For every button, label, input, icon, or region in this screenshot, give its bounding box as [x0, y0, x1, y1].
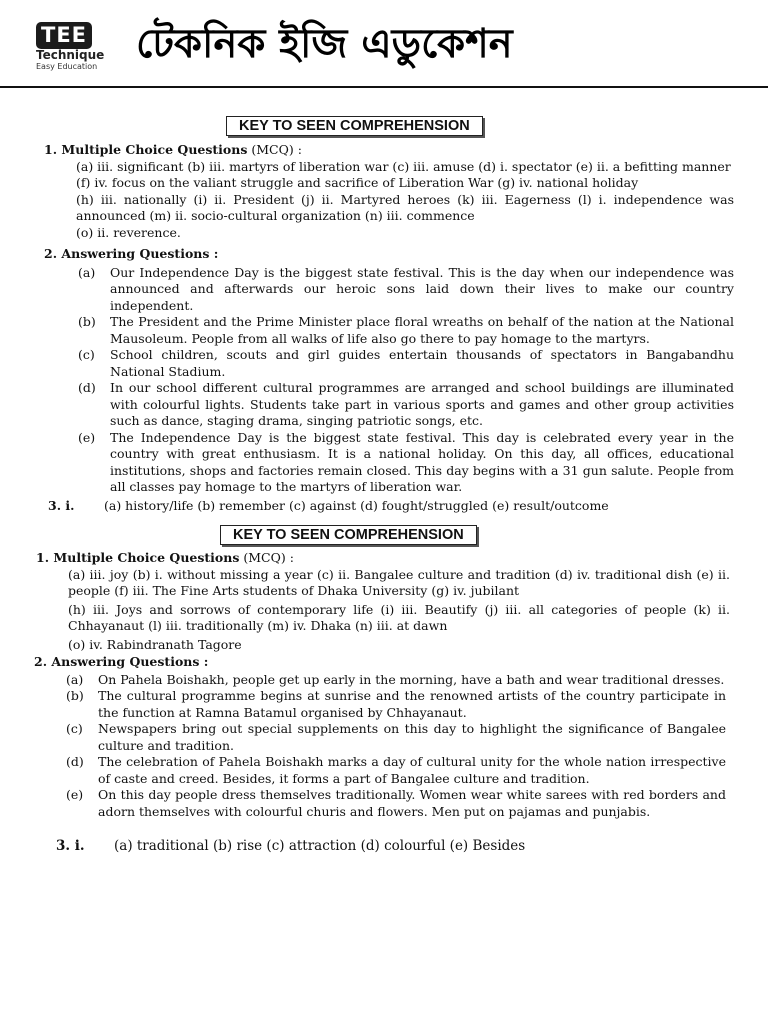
answer-text: In our school different cultural programmes are arranged and school buildings are illuminated with colourful lights. Students take part in various sports and games and other group activities such as dance, staging drama, singing patriotic songs, etc. — [110, 380, 734, 428]
tee-logo — [36, 22, 104, 80]
answer-label: (e) — [66, 787, 84, 802]
answer-label: (b) — [66, 688, 84, 703]
mcq-line: (f) iv. focus on the valiant struggle and sacrifice of Liberation War (g) iv. national holiday — [76, 175, 639, 190]
q3-text-2: (a) traditional (b) rise (c) attraction (d) colourful (e) Besides — [114, 838, 526, 854]
page-header — [0, 0, 768, 88]
answer-label: (d) — [78, 380, 96, 395]
mcq-heading-1: 1. Multiple Choice Questions — [44, 142, 248, 157]
answer-item — [66, 754, 726, 787]
answer-item — [78, 380, 734, 430]
mcq-line: (o) ii. reverence. — [76, 224, 181, 240]
answers-heading-1: 2. Answering Questions : — [44, 246, 219, 261]
mcq-line: (a) iii. significant (b) iii. martyrs of liberation war (c) iii. amuse (d) i. spectator (e) ii. a befitting manner — [76, 158, 731, 174]
brand-title: টেকনিক ইজি এডুকেশন — [136, 21, 513, 67]
answer-text: School children, scouts and girl guides entertain thousands of spectators in Bangabandhu National Stadium. — [110, 347, 734, 379]
q3-text-1: (a) history/life (b) remember (c) against (d) fought/struggled (e) result/outcome — [104, 498, 609, 513]
answer-text: The cultural programme begins at sunrise and the renowned artists of the country participate in the function at Ramna Batamul organised by Chhayanaut. — [98, 688, 726, 720]
q3-label-2: 3. i. — [56, 838, 85, 854]
answer-item — [66, 787, 726, 820]
mcq-section-1 — [44, 142, 734, 241]
answer-text: The President and the Prime Minister place floral wreaths on behalf of the nation at the National Mausoleum. People from all walks of life also go there to pay homage to the martyrs. — [110, 314, 734, 346]
answers-section-2 — [34, 654, 726, 820]
answer-item — [78, 314, 734, 347]
answer-label: (a) — [78, 264, 96, 280]
answer-text: Newspapers bring out special supplements on this day to highlight the significance of Bangalee culture and tradition. — [98, 721, 726, 753]
mcq-section-2 — [36, 550, 730, 653]
logo-mark: TEE — [36, 22, 92, 49]
answer-text: On this day people dress themselves traditionally. Women wear white sarees with red borders and adorn themselves with colourful churis and flowers. Men put on pajamas and punjabis. — [98, 787, 726, 819]
answer-item — [78, 265, 734, 315]
q3-label-1: 3. i. — [48, 498, 75, 513]
answer-text: The celebration of Pahela Boishakh marks a day of cultural unity for the whole nation irrespective of caste and creed. Besides, it forms a part of Bangalee culture and tradition. — [98, 754, 726, 786]
answer-item — [78, 430, 734, 496]
answer-item — [66, 672, 726, 689]
answers-section-1 — [44, 246, 734, 496]
answer-label: (e) — [78, 429, 96, 445]
q3-section-2 — [56, 838, 736, 855]
mcq-heading-2-suffix: (MCQ) : — [243, 550, 294, 565]
answer-label: (d) — [66, 754, 84, 769]
answers-heading-2: 2. Answering Questions : — [34, 654, 209, 669]
mcq-heading-1-suffix: (MCQ) : — [251, 142, 302, 157]
mcq-line: (o) iv. Rabindranath Tagore — [68, 636, 242, 652]
mcq-line: (a) iii. joy (b) i. without missing a year (c) ii. Bangalee culture and tradition (d) iv. traditional dish (e) ii. people (f) iii. The Fine Arts students of Dhaka University (g) iv. jubilant — [68, 566, 730, 598]
answer-label: (c) — [78, 347, 95, 362]
answer-item — [66, 688, 726, 721]
answer-item — [66, 721, 726, 754]
answer-text: On Pahela Boishakh, people get up early in the morning, have a bath and wear traditional dresses. — [98, 671, 725, 687]
mcq-line: (h) iii. nationally (i) ii. President (j) ii. Martyred heroes (k) iii. Eagerness (l) i. independence was announced (m) ii. socio-cultural organization (n) iii. commence — [76, 191, 734, 223]
q3-section-1 — [48, 498, 738, 515]
key-title-1: KEY TO SEEN COMPREHENSION — [226, 116, 483, 136]
answer-item — [78, 347, 734, 380]
answer-label: (a) — [66, 671, 84, 687]
answer-label: (b) — [78, 314, 96, 329]
answer-text: Our Independence Day is the biggest state festival. This is the day when our independence was announced and afterwards our heroic sons laid down their lives to make our country independent. — [110, 264, 734, 313]
mcq-line: (h) iii. Joys and sorrows of contemporary life (i) iii. Beautify (j) iii. all categories of people (k) ii. Chhayanaut (l) iii. traditionally (m) iv. Dhaka (n) iii. at dawn — [68, 601, 730, 633]
answer-label: (c) — [66, 721, 83, 736]
logo-tagline: Easy Education — [36, 62, 98, 71]
header-divider — [0, 86, 768, 88]
key-title-2: KEY TO SEEN COMPREHENSION — [220, 525, 477, 545]
logo-subtitle: Technique — [36, 48, 105, 62]
mcq-heading-2: 1. Multiple Choice Questions — [36, 550, 240, 565]
answer-text: The Independence Day is the biggest state festival. This day is celebrated every year in the country with great enthusiasm. It is a national holiday. On this day, all offices, educational institutions, shops and factories remain closed. This day begins with a 31 gun salute. People from all classes pay homage to the martyrs of liberation war. — [110, 429, 734, 494]
